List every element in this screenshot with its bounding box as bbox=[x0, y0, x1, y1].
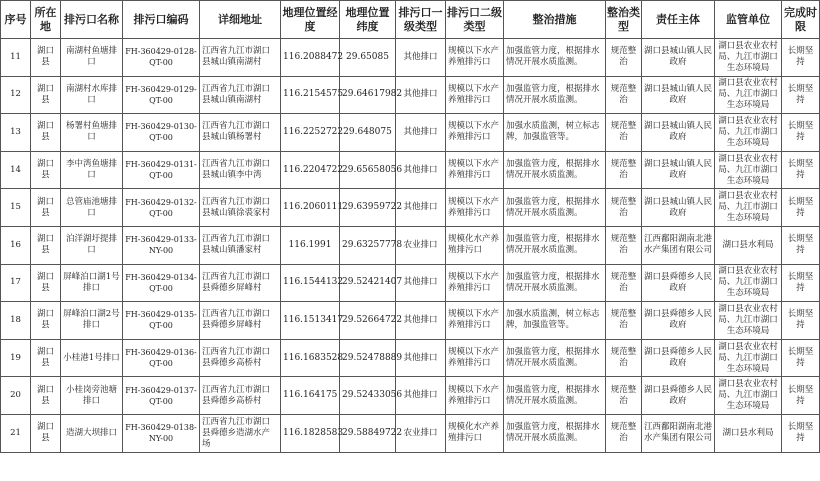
cell-outfall-code: FH-360429-0128-QT-00 bbox=[123, 39, 200, 77]
cell-longitude: 116.1991 bbox=[281, 226, 340, 264]
cell-longitude: 116.1683528 bbox=[281, 339, 340, 377]
cell-location: 湖口县 bbox=[31, 302, 61, 340]
cell-latitude: 29.63959722 bbox=[340, 189, 396, 227]
cell-outfall-name: 小桂港1号排口 bbox=[61, 339, 123, 377]
cell-remediation-type: 规范整治 bbox=[606, 76, 642, 114]
cell-measures: 加强水质监测，树立标志牌，加强监管等。 bbox=[504, 114, 606, 152]
cell-address: 江西省九江市湖口县舜德乡屏峰村 bbox=[200, 264, 281, 302]
header-longitude: 地理位置经度 bbox=[281, 1, 340, 39]
cell-responsible-party: 湖口县城山镇人民政府 bbox=[642, 114, 715, 152]
cell-location: 湖口县 bbox=[31, 76, 61, 114]
cell-location: 湖口县 bbox=[31, 414, 61, 452]
cell-measures: 加强监管力度，根据排水情况开展水质监测。 bbox=[504, 414, 606, 452]
cell-type-level1: 其他排口 bbox=[396, 264, 446, 302]
cell-remediation-type: 规范整治 bbox=[606, 264, 642, 302]
cell-address: 江西省九江市湖口县舜德乡高桥村 bbox=[200, 339, 281, 377]
cell-outfall-name: 造湖大坝排口 bbox=[61, 414, 123, 452]
cell-longitude: 116.2154575 bbox=[281, 76, 340, 114]
cell-measures: 加强监管力度，根据排水情况开展水质监测。 bbox=[504, 339, 606, 377]
cell-deadline: 长期坚持 bbox=[782, 226, 820, 264]
cell-index: 15 bbox=[1, 189, 31, 227]
cell-measures: 加强监管力度，根据排水情况开展水质监测。 bbox=[504, 76, 606, 114]
cell-supervisor: 湖口县农业农村局、九江市湖口生态环境局 bbox=[715, 151, 782, 189]
cell-measures: 加强监管力度，根据排水情况开展水质监测。 bbox=[504, 39, 606, 77]
header-address: 详细地址 bbox=[200, 1, 281, 39]
cell-deadline: 长期坚持 bbox=[782, 39, 820, 77]
cell-outfall-name: 屏峰泊口湖2号排口 bbox=[61, 302, 123, 340]
cell-address: 江西省九江市湖口县城山镇徐裘家村 bbox=[200, 189, 281, 227]
cell-outfall-name: 泊洋湖圩提排口 bbox=[61, 226, 123, 264]
cell-index: 13 bbox=[1, 114, 31, 152]
cell-longitude: 116.1544132 bbox=[281, 264, 340, 302]
cell-latitude: 29.64617982 bbox=[340, 76, 396, 114]
cell-responsible-party: 湖口县舜德乡人民政府 bbox=[642, 339, 715, 377]
table-body bbox=[1, 39, 820, 453]
table-row bbox=[1, 339, 820, 377]
cell-type-level2: 规模以下水产养殖排污口 bbox=[446, 264, 504, 302]
cell-latitude: 29.52421407 bbox=[340, 264, 396, 302]
cell-type-level1: 其他排口 bbox=[396, 151, 446, 189]
cell-location: 湖口县 bbox=[31, 189, 61, 227]
cell-location: 湖口县 bbox=[31, 377, 61, 415]
cell-type-level2: 规模以下水产养殖排污口 bbox=[446, 39, 504, 77]
cell-type-level1: 其他排口 bbox=[396, 114, 446, 152]
cell-outfall-name: 小桂岗旁池塘排口 bbox=[61, 377, 123, 415]
header-outfall-code: 排污口编码 bbox=[123, 1, 200, 39]
cell-deadline: 长期坚持 bbox=[782, 114, 820, 152]
cell-location: 湖口县 bbox=[31, 114, 61, 152]
cell-outfall-code: FH-360429-0130-QT-00 bbox=[123, 114, 200, 152]
table-row bbox=[1, 189, 820, 227]
header-outfall-name: 排污口名称 bbox=[61, 1, 123, 39]
cell-index: 16 bbox=[1, 226, 31, 264]
cell-index: 14 bbox=[1, 151, 31, 189]
header-index: 序号 bbox=[1, 1, 31, 39]
cell-deadline: 长期坚持 bbox=[782, 151, 820, 189]
cell-supervisor: 湖口县水利局 bbox=[715, 414, 782, 452]
cell-deadline: 长期坚持 bbox=[782, 339, 820, 377]
cell-remediation-type: 规范整治 bbox=[606, 302, 642, 340]
cell-deadline: 长期坚持 bbox=[782, 76, 820, 114]
cell-responsible-party: 湖口县城山镇人民政府 bbox=[642, 189, 715, 227]
cell-outfall-code: FH-360429-0134-QT-00 bbox=[123, 264, 200, 302]
cell-location: 湖口县 bbox=[31, 264, 61, 302]
cell-type-level1: 其他排口 bbox=[396, 339, 446, 377]
cell-deadline: 长期坚持 bbox=[782, 302, 820, 340]
cell-location: 湖口县 bbox=[31, 339, 61, 377]
cell-latitude: 29.63257778 bbox=[340, 226, 396, 264]
cell-type-level2: 规模以下水产养殖排污口 bbox=[446, 189, 504, 227]
cell-deadline: 长期坚持 bbox=[782, 189, 820, 227]
cell-latitude: 29.52478889 bbox=[340, 339, 396, 377]
cell-outfall-code: FH-360429-0131-QT-00 bbox=[123, 151, 200, 189]
header-type-level1: 排污口一级类型 bbox=[396, 1, 446, 39]
cell-remediation-type: 规范整治 bbox=[606, 151, 642, 189]
cell-longitude: 116.2088472 bbox=[281, 39, 340, 77]
cell-responsible-party: 湖口县舜德乡人民政府 bbox=[642, 377, 715, 415]
cell-outfall-code: FH-360429-0138-NY-00 bbox=[123, 414, 200, 452]
cell-remediation-type: 规范整治 bbox=[606, 226, 642, 264]
cell-address: 江西省九江市湖口县舜德乡屏峰村 bbox=[200, 302, 281, 340]
cell-remediation-type: 规范整治 bbox=[606, 339, 642, 377]
cell-supervisor: 湖口县农业农村局、九江市湖口生态环境局 bbox=[715, 39, 782, 77]
cell-measures: 加强水质监测，树立标志牌，加强监管等。 bbox=[504, 302, 606, 340]
cell-longitude: 116.2204722 bbox=[281, 151, 340, 189]
cell-measures: 加强监管力度，根据排水情况开展水质监测。 bbox=[504, 226, 606, 264]
cell-supervisor: 湖口县农业农村局、九江市湖口生态环境局 bbox=[715, 114, 782, 152]
cell-supervisor: 湖口县农业农村局、九江市湖口生态环境局 bbox=[715, 377, 782, 415]
table-row bbox=[1, 414, 820, 452]
cell-type-level1: 其他排口 bbox=[396, 39, 446, 77]
cell-outfall-name: 南湖村鱼塘排口 bbox=[61, 39, 123, 77]
cell-latitude: 29.648075 bbox=[340, 114, 396, 152]
table-row bbox=[1, 76, 820, 114]
header-location: 所在地 bbox=[31, 1, 61, 39]
cell-type-level1: 其他排口 bbox=[396, 189, 446, 227]
cell-outfall-code: FH-360429-0133-NY-00 bbox=[123, 226, 200, 264]
cell-location: 湖口县 bbox=[31, 151, 61, 189]
header-remediation-type: 整治类型 bbox=[606, 1, 642, 39]
cell-deadline: 长期坚持 bbox=[782, 414, 820, 452]
cell-type-level2: 规模以下水产养殖排污口 bbox=[446, 302, 504, 340]
cell-outfall-code: FH-360429-0129-QT-00 bbox=[123, 76, 200, 114]
cell-address: 江西省九江市湖口县城山镇潘家村 bbox=[200, 226, 281, 264]
cell-outfall-name: 李中湾鱼塘排口 bbox=[61, 151, 123, 189]
cell-index: 20 bbox=[1, 377, 31, 415]
cell-supervisor: 湖口县农业农村局、九江市湖口生态环境局 bbox=[715, 339, 782, 377]
cell-longitude: 116.164175 bbox=[281, 377, 340, 415]
cell-outfall-code: FH-360429-0137-QT-00 bbox=[123, 377, 200, 415]
table-row bbox=[1, 377, 820, 415]
cell-measures: 加强监管力度，根据排水情况开展水质监测。 bbox=[504, 151, 606, 189]
cell-deadline: 长期坚持 bbox=[782, 377, 820, 415]
table-row bbox=[1, 114, 820, 152]
cell-outfall-name: 屏峰泊口湖1号排口 bbox=[61, 264, 123, 302]
table-row bbox=[1, 39, 820, 77]
cell-type-level1: 其他排口 bbox=[396, 76, 446, 114]
cell-outfall-name: 总管庙池塘排口 bbox=[61, 189, 123, 227]
cell-latitude: 29.52433056 bbox=[340, 377, 396, 415]
cell-remediation-type: 规范整治 bbox=[606, 377, 642, 415]
header-supervisor: 监管单位 bbox=[715, 1, 782, 39]
cell-outfall-name: 杨署村鱼塘排口 bbox=[61, 114, 123, 152]
cell-responsible-party: 湖口县城山镇人民政府 bbox=[642, 39, 715, 77]
cell-address: 江西省九江市湖口县城山镇南湖村 bbox=[200, 76, 281, 114]
cell-longitude: 116.1828583 bbox=[281, 414, 340, 452]
cell-type-level2: 规模以下水产养殖排污口 bbox=[446, 151, 504, 189]
header-responsible-party: 责任主体 bbox=[642, 1, 715, 39]
cell-responsible-party: 湖口县城山镇人民政府 bbox=[642, 151, 715, 189]
cell-supervisor: 湖口县农业农村局、九江市湖口生态环境局 bbox=[715, 264, 782, 302]
cell-index: 12 bbox=[1, 76, 31, 114]
cell-type-level2: 规模化水产养殖排污口 bbox=[446, 414, 504, 452]
cell-outfall-name: 南湖村水库排口 bbox=[61, 76, 123, 114]
cell-type-level2: 规模以下水产养殖排污口 bbox=[446, 114, 504, 152]
cell-supervisor: 湖口县农业农村局、九江市湖口生态环境局 bbox=[715, 76, 782, 114]
cell-type-level1: 农业排口 bbox=[396, 414, 446, 452]
cell-measures: 加强监管力度，根据排水情况开展水质监测。 bbox=[504, 264, 606, 302]
cell-index: 19 bbox=[1, 339, 31, 377]
cell-latitude: 29.58849722 bbox=[340, 414, 396, 452]
cell-deadline: 长期坚持 bbox=[782, 264, 820, 302]
cell-latitude: 29.65658056 bbox=[340, 151, 396, 189]
header-type-level2: 排污口二级类型 bbox=[446, 1, 504, 39]
cell-remediation-type: 规范整治 bbox=[606, 189, 642, 227]
table-row bbox=[1, 151, 820, 189]
cell-remediation-type: 规范整治 bbox=[606, 39, 642, 77]
cell-latitude: 29.65085 bbox=[340, 39, 396, 77]
header-deadline: 完成时限 bbox=[782, 1, 820, 39]
table-row bbox=[1, 264, 820, 302]
cell-outfall-code: FH-360429-0136-QT-00 bbox=[123, 339, 200, 377]
cell-responsible-party: 江西鄱阳湖南北港水产集团有限公司 bbox=[642, 226, 715, 264]
cell-address: 江西省九江市湖口县城山镇南湖村 bbox=[200, 39, 281, 77]
table-row bbox=[1, 302, 820, 340]
cell-measures: 加强监管力度，根据排水情况开展水质监测。 bbox=[504, 189, 606, 227]
cell-responsible-party: 湖口县舜德乡人民政府 bbox=[642, 264, 715, 302]
cell-responsible-party: 湖口县城山镇人民政府 bbox=[642, 76, 715, 114]
cell-index: 17 bbox=[1, 264, 31, 302]
cell-address: 江西省九江市湖口县舜德乡高桥村 bbox=[200, 377, 281, 415]
cell-responsible-party: 江西鄱阳湖南北港水产集团有限公司 bbox=[642, 414, 715, 452]
cell-latitude: 29.52664722 bbox=[340, 302, 396, 340]
header-measures: 整治措施 bbox=[504, 1, 606, 39]
cell-type-level2: 规模化水产养殖排污口 bbox=[446, 226, 504, 264]
cell-supervisor: 湖口县农业农村局、九江市湖口生态环境局 bbox=[715, 302, 782, 340]
header-row bbox=[1, 1, 820, 39]
cell-type-level2: 规模以下水产养殖排污口 bbox=[446, 339, 504, 377]
cell-index: 11 bbox=[1, 39, 31, 77]
table-row bbox=[1, 226, 820, 264]
cell-type-level1: 其他排口 bbox=[396, 377, 446, 415]
cell-index: 21 bbox=[1, 414, 31, 452]
cell-outfall-code: FH-360429-0135-QT-00 bbox=[123, 302, 200, 340]
cell-location: 湖口县 bbox=[31, 226, 61, 264]
cell-supervisor: 湖口县水利局 bbox=[715, 226, 782, 264]
cell-longitude: 116.1513417 bbox=[281, 302, 340, 340]
cell-responsible-party: 湖口县舜德乡人民政府 bbox=[642, 302, 715, 340]
cell-type-level2: 规模以下水产养殖排污口 bbox=[446, 377, 504, 415]
cell-remediation-type: 规范整治 bbox=[606, 414, 642, 452]
cell-address: 江西省九江市湖口县城山镇李中湾 bbox=[200, 151, 281, 189]
cell-measures: 加强监管力度，根据排水情况开展水质监测。 bbox=[504, 377, 606, 415]
cell-location: 湖口县 bbox=[31, 39, 61, 77]
cell-type-level1: 其他排口 bbox=[396, 302, 446, 340]
cell-address: 江西省九江市湖口县城山镇杨署村 bbox=[200, 114, 281, 152]
cell-longitude: 116.2060111 bbox=[281, 189, 340, 227]
cell-outfall-code: FH-360429-0132-QT-00 bbox=[123, 189, 200, 227]
cell-type-level1: 农业排口 bbox=[396, 226, 446, 264]
cell-address: 江西省九江市湖口县舜德乡造湖水产场 bbox=[200, 414, 281, 452]
cell-type-level2: 规模以下水产养殖排污口 bbox=[446, 76, 504, 114]
cell-supervisor: 湖口县农业农村局、九江市湖口生态环境局 bbox=[715, 189, 782, 227]
cell-longitude: 116.2252722 bbox=[281, 114, 340, 152]
cell-index: 18 bbox=[1, 302, 31, 340]
header-latitude: 地理位置纬度 bbox=[340, 1, 396, 39]
cell-remediation-type: 规范整治 bbox=[606, 114, 642, 152]
